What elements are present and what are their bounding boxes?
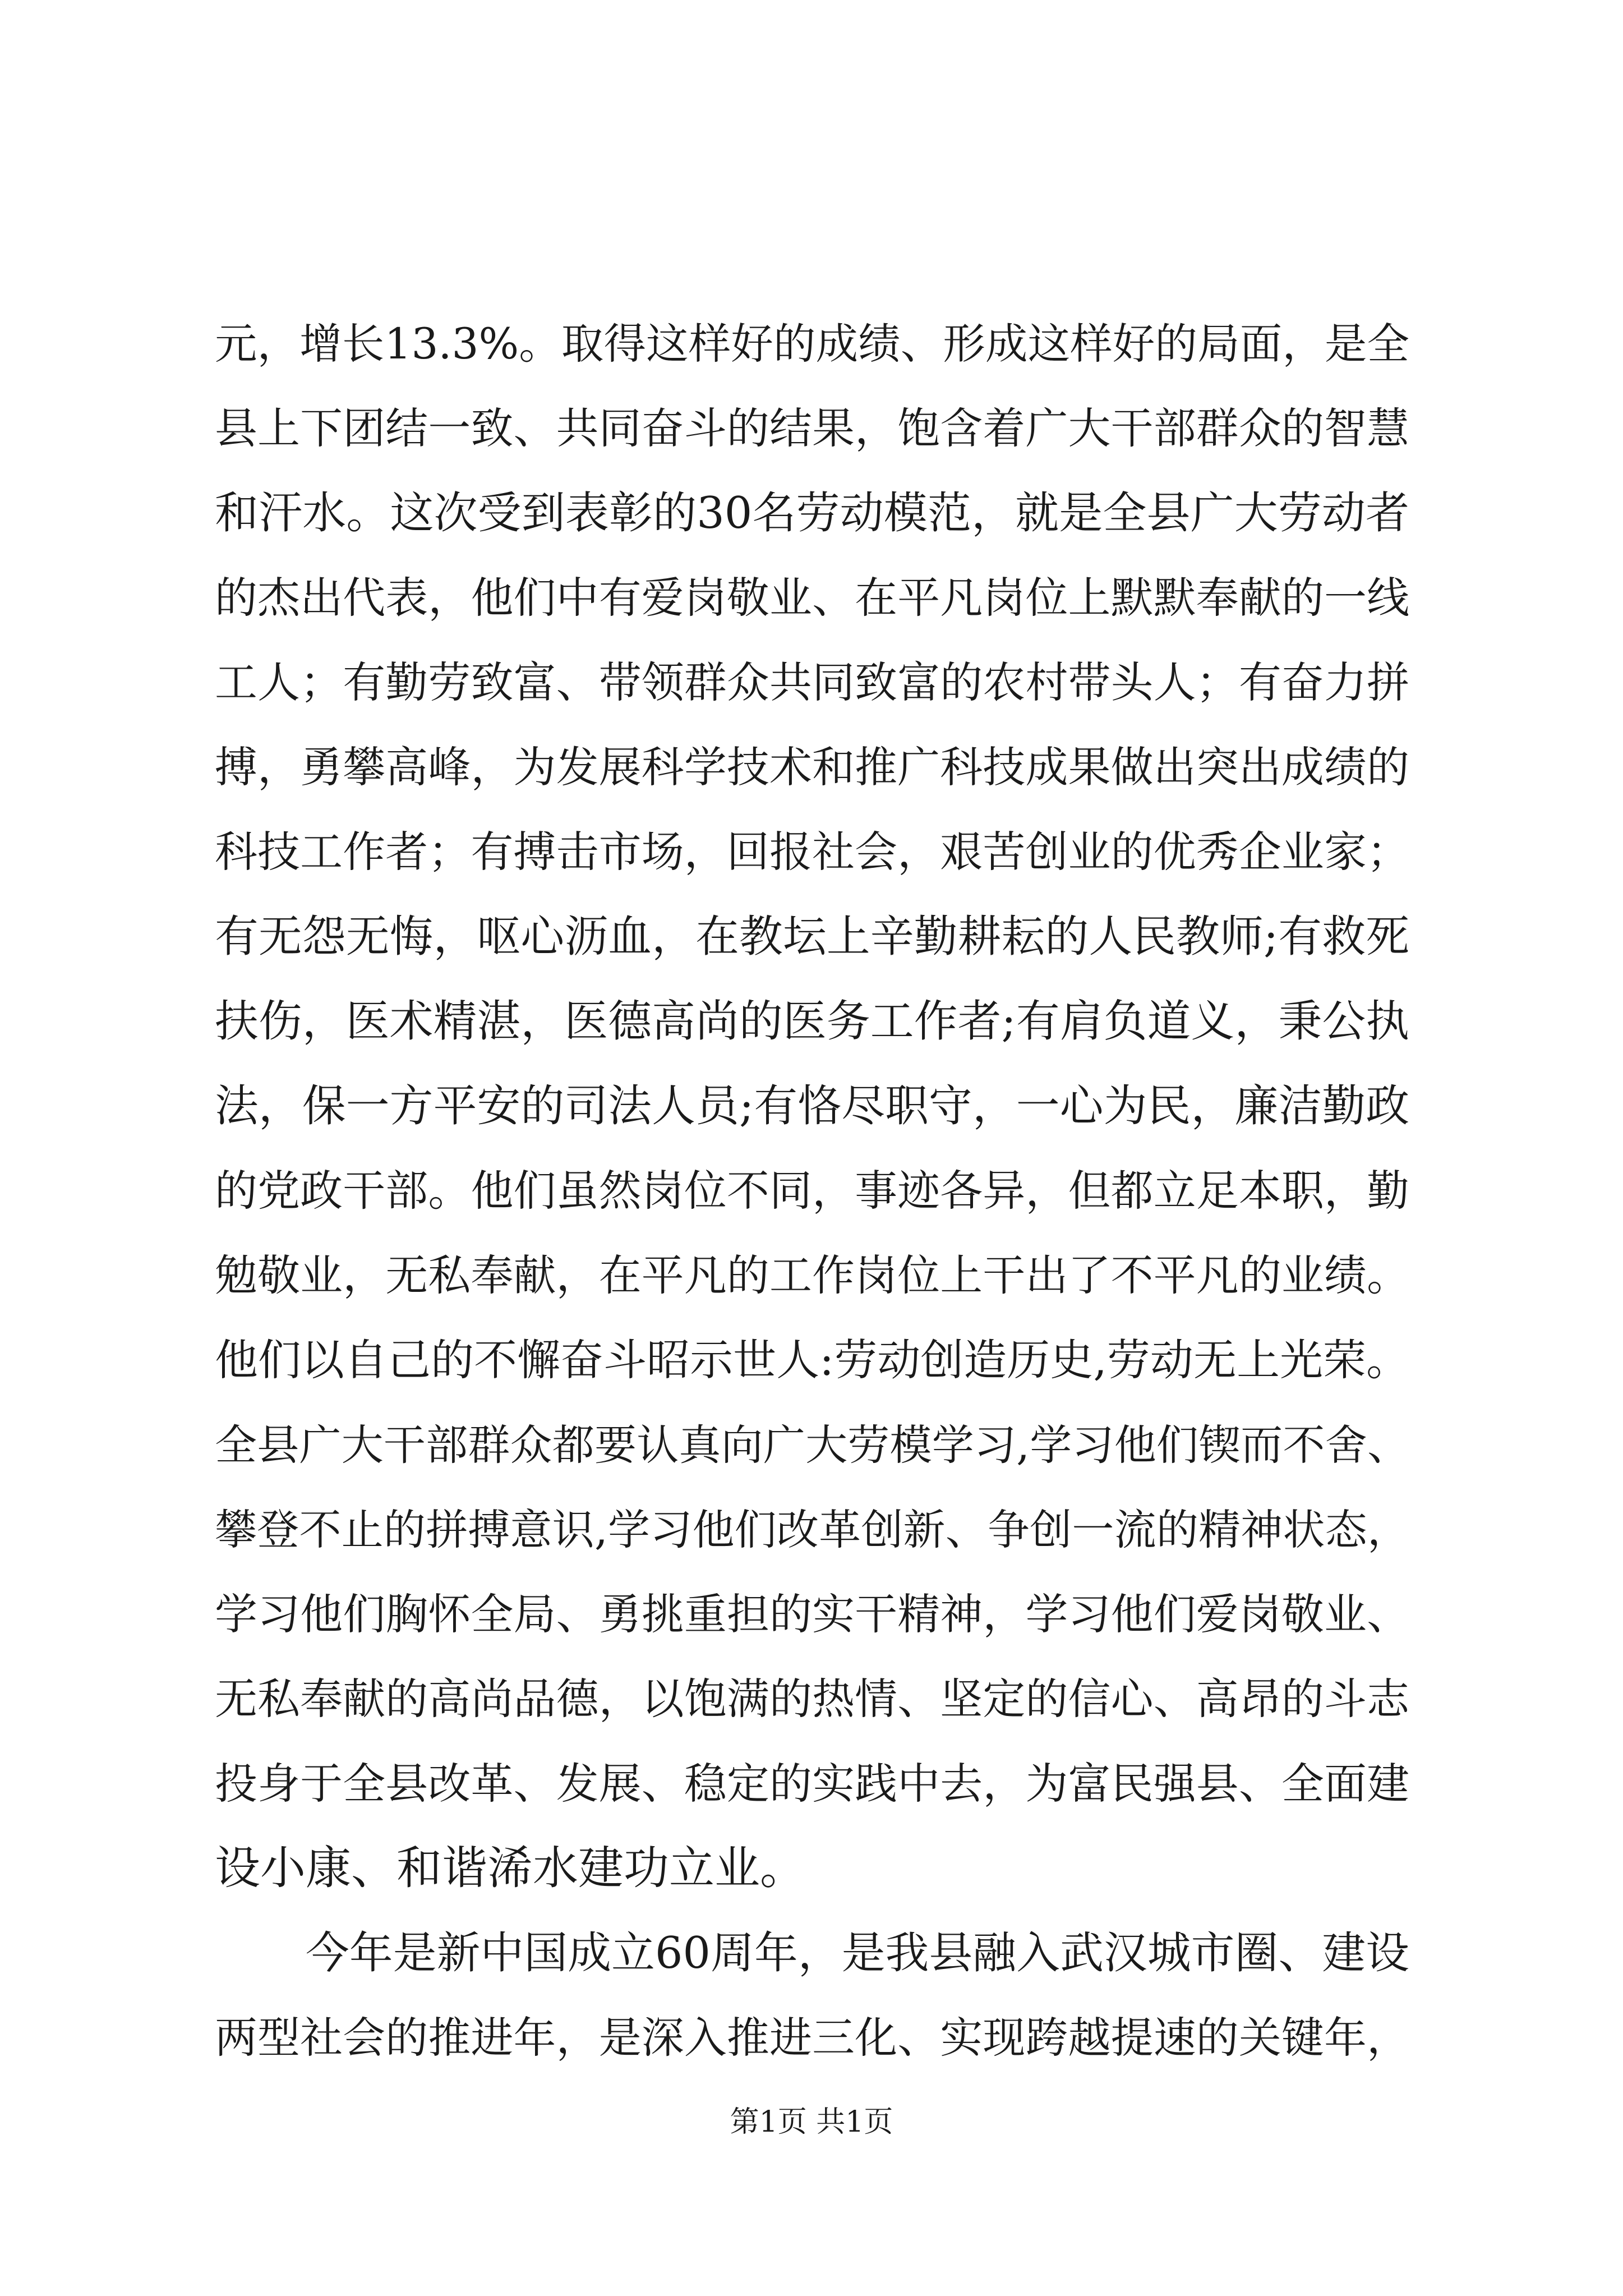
text-line: 工人；有勤劳致富、带领群众共同致富的农村带头人；有奋力拼 bbox=[215, 658, 1409, 707]
text-line: 搏，勇攀高峰，为发展科学技术和推广科技成果做出突出成绩的 bbox=[215, 743, 1409, 792]
text-line: 县上下团结一致、共同奋斗的结果，饱含着广大干部群众的智慧 bbox=[215, 404, 1409, 453]
text-line: 扶伤，医术精湛，医德高尚的医务工作者;有肩负道义，秉公执 bbox=[215, 996, 1409, 1047]
text-line: 的党政干部。他们虽然岗位不同，事迹各异，但都立足本职，勤 bbox=[215, 1166, 1409, 1216]
body-text bbox=[215, 302, 1409, 2081]
paragraph-end-line: 设小康、和谐浠水建功立业。 bbox=[215, 1842, 806, 1895]
text-line: 全县广大干部群众都要认真向广大劳模学习,学习他们锲而不舍、 bbox=[215, 1420, 1409, 1470]
text-line: 元，增长13.3%。取得这样好的成绩、形成这样好的局面，是全 bbox=[215, 319, 1409, 369]
text-line: 投身于全县改革、发展、稳定的实践中去，为富民强县、全面建 bbox=[215, 1759, 1409, 1809]
page-number: 第1页 共1页 bbox=[730, 2105, 893, 2139]
text-line: 科技工作者；有搏击市场，回报社会，艰苦创业的优秀企业家； bbox=[215, 827, 1409, 877]
text-line: 勉敬业，无私奉献，在平凡的工作岗位上干出了不平凡的业绩。 bbox=[215, 1251, 1409, 1300]
text-line: 无私奉献的高尚品德，以饱满的热情、坚定的信心、高昂的斗志 bbox=[215, 1674, 1409, 1724]
text-line: 学习他们胸怀全局、勇挑重担的实干精神，学习他们爱岗敬业、 bbox=[215, 1590, 1409, 1639]
text-line: 的杰出代表，他们中有爱岗敬业、在平凡岗位上默默奉献的一线 bbox=[215, 573, 1409, 623]
text-line: 和汗水。这次受到表彰的30名劳动模范，就是全县广大劳动者 bbox=[215, 488, 1409, 539]
text-line: 有无怨无悔，呕心沥血，在教坛上辛勤耕耘的人民教师;有救死 bbox=[215, 912, 1409, 962]
text-line: 攀登不止的拼搏意识,学习他们改革创新、争创一流的精神状态， bbox=[215, 1505, 1409, 1554]
text-line: 他们以自己的不懈奋斗昭示世人:劳动创造历史,劳动无上光荣。 bbox=[215, 1336, 1409, 1386]
paragraph-start-line: 今年是新中国成立60周年，是我县融入武汉城市圈、建设 bbox=[306, 1928, 1409, 1978]
text-line: 法，保一方平安的司法人员;有恪尽职守，一心为民，廉洁勤政 bbox=[215, 1081, 1409, 1131]
page-footer bbox=[0, 2098, 1623, 2140]
text-line: 两型社会的推进年，是深入推进三化、实现跨越提速的关键年， bbox=[215, 2013, 1409, 2063]
